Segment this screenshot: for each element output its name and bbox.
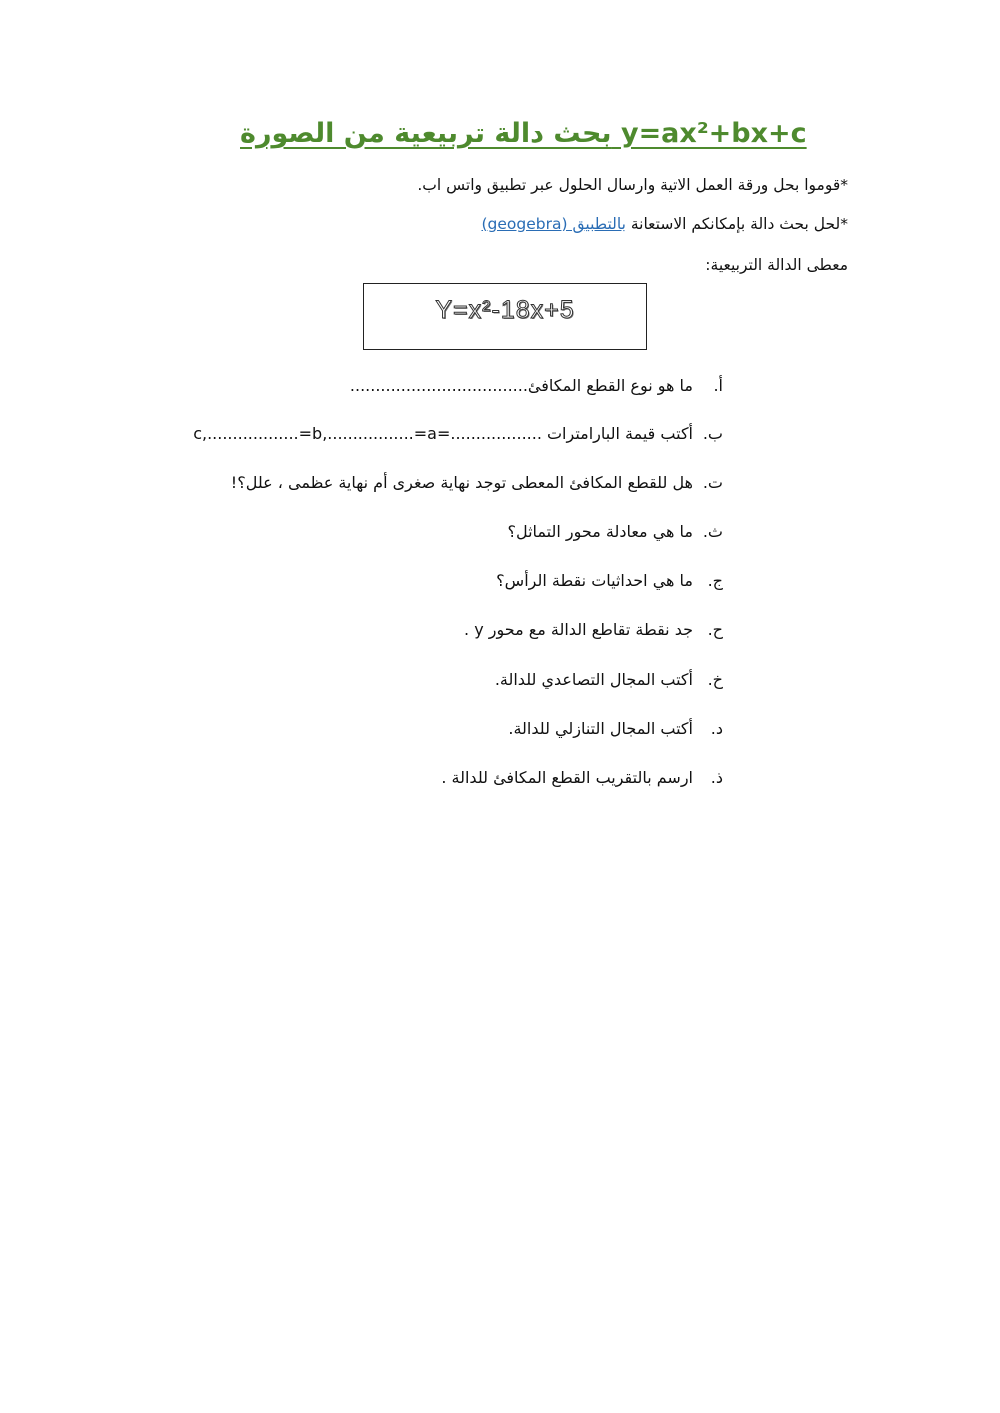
instruction-submit: *قوموا بحل ورقة العمل الاتية وارسال الحلول عبر تطبيق واتس اب.: [417, 176, 848, 194]
instruction-geogebra: [481, 215, 848, 233]
question-text: ما هي معادلة محور التماثل؟: [507, 522, 693, 541]
instruction-geogebra-text: *لحل بحث دالة بإمكانكم الاستعانة: [625, 215, 848, 233]
question-marker: أ.: [713, 376, 723, 395]
question-item: [495, 670, 723, 689]
question-marker: ح.: [707, 620, 723, 639]
question-marker: ذ.: [710, 768, 723, 787]
question-text: هل للقطع المكافئ المعطى توجد نهاية صغرى أم نهاية عظمى ، علل؟!: [230, 473, 693, 492]
worksheet-title: بحث دالة تربيعية من الصورة y=ax²+bx+c: [240, 118, 807, 149]
question-item: [496, 571, 723, 590]
question-marker: ت.: [702, 473, 723, 492]
question-marker: ب.: [702, 424, 723, 443]
question-text: جد نقطة تقاطع الدالة مع محور y .: [464, 620, 693, 639]
question-text: ما هي احداثيات نقطة الرأس؟: [496, 571, 693, 590]
question-text: ما هو نوع القطع المكافئ...................................: [349, 376, 693, 395]
question-marker: ث.: [702, 522, 723, 541]
geogebra-link[interactable]: بالتطبيق (geogebra): [481, 215, 626, 233]
question-item: [508, 719, 723, 738]
question-item: [507, 522, 723, 541]
question-text: أكتب قيمة البارامترات ..................=c,..................=b,.................=a: [193, 424, 693, 443]
question-text: أكتب المجال التنازلي للدالة.: [508, 719, 693, 738]
question-item: [350, 376, 723, 395]
formula-box: [363, 283, 647, 350]
question-marker: د.: [710, 719, 723, 738]
question-item: [231, 473, 723, 492]
question-text: ارسم بالتقريب القطع المكافئ للدالة .: [441, 768, 693, 787]
given-function-label: معطى الدالة التربيعية:: [705, 256, 848, 274]
question-item: [441, 768, 723, 787]
question-item: [193, 424, 723, 443]
question-item: [464, 620, 723, 639]
quadratic-formula: Y=x²-18x+5: [435, 296, 575, 324]
question-marker: ج.: [707, 571, 723, 590]
question-text: أكتب المجال التصاعدي للدالة.: [494, 670, 693, 689]
question-marker: خ.: [707, 670, 723, 689]
